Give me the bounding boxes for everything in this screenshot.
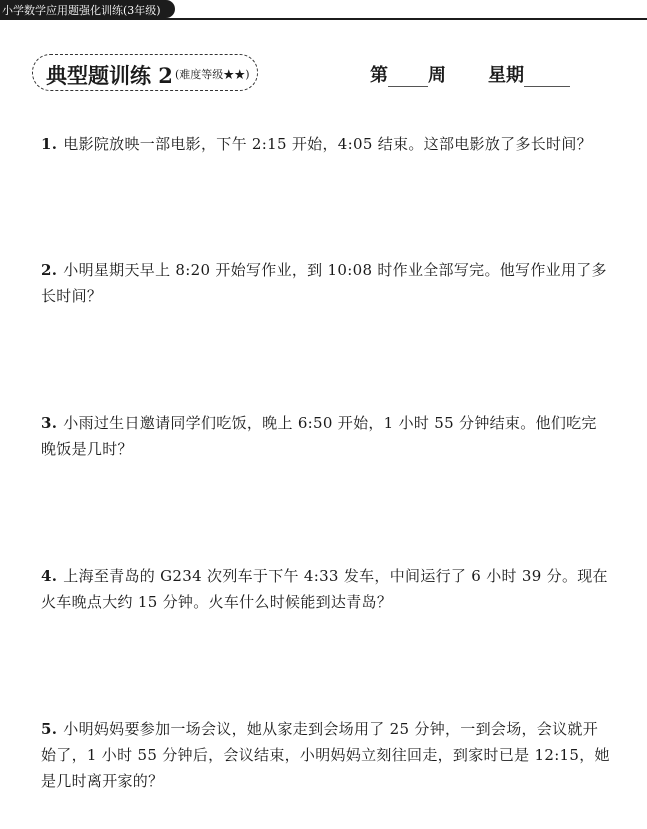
question-2 — [41, 257, 611, 309]
question-5 — [41, 716, 611, 794]
section-title: 典型题训练 2 — [46, 63, 173, 88]
question-text: 小雨过生日邀请同学们吃饭，晚上 6:50 开始，1 小时 55 分钟结束。他们吃完晚饭是几时？ — [41, 414, 597, 458]
week-blank — [388, 66, 428, 87]
question-1 — [41, 131, 611, 157]
question-text: 电影院放映一部电影，下午 2:15 开始，4:05 结束。这部电影放了多长时间？ — [63, 135, 592, 153]
header-rule — [0, 18, 647, 20]
weekday-label: 星期 — [488, 65, 524, 86]
weekday-blank — [524, 66, 570, 87]
question-number: 3. — [41, 414, 58, 432]
question-number: 2. — [41, 261, 58, 279]
question-text: 小明星期天早上 8:20 开始写作业，到 10:08 时作业全部写完。他写作业用了多长时间？ — [41, 261, 607, 305]
week-unit: 周 — [428, 65, 446, 86]
week-info — [370, 61, 570, 87]
question-4 — [41, 563, 611, 615]
question-number: 4. — [41, 567, 58, 585]
question-text: 上海至青岛的 G234 次列车于下午 4:33 发车，中间运行了 6 小时 39 分。现在火车晚点大约 15 分钟。火车什么时候能到达青岛？ — [41, 567, 608, 611]
question-number: 5. — [41, 720, 58, 738]
difficulty-label: (难度等级★★) — [175, 68, 250, 81]
week-label: 第 — [370, 65, 388, 86]
series-title: 小学数学应用题强化训练(3年级) — [2, 4, 161, 17]
question-3 — [41, 410, 611, 462]
header-strip — [0, 0, 647, 20]
question-number: 1. — [41, 135, 58, 153]
question-text: 小明妈妈要参加一场会议，她从家走到会场用了 25 分钟，一到会场，会议就开始了，1 小时 55 分钟后，会议结束，小明妈妈立刻往回走，到家时已是 12:15，她是几时离开家的？ — [41, 720, 610, 790]
